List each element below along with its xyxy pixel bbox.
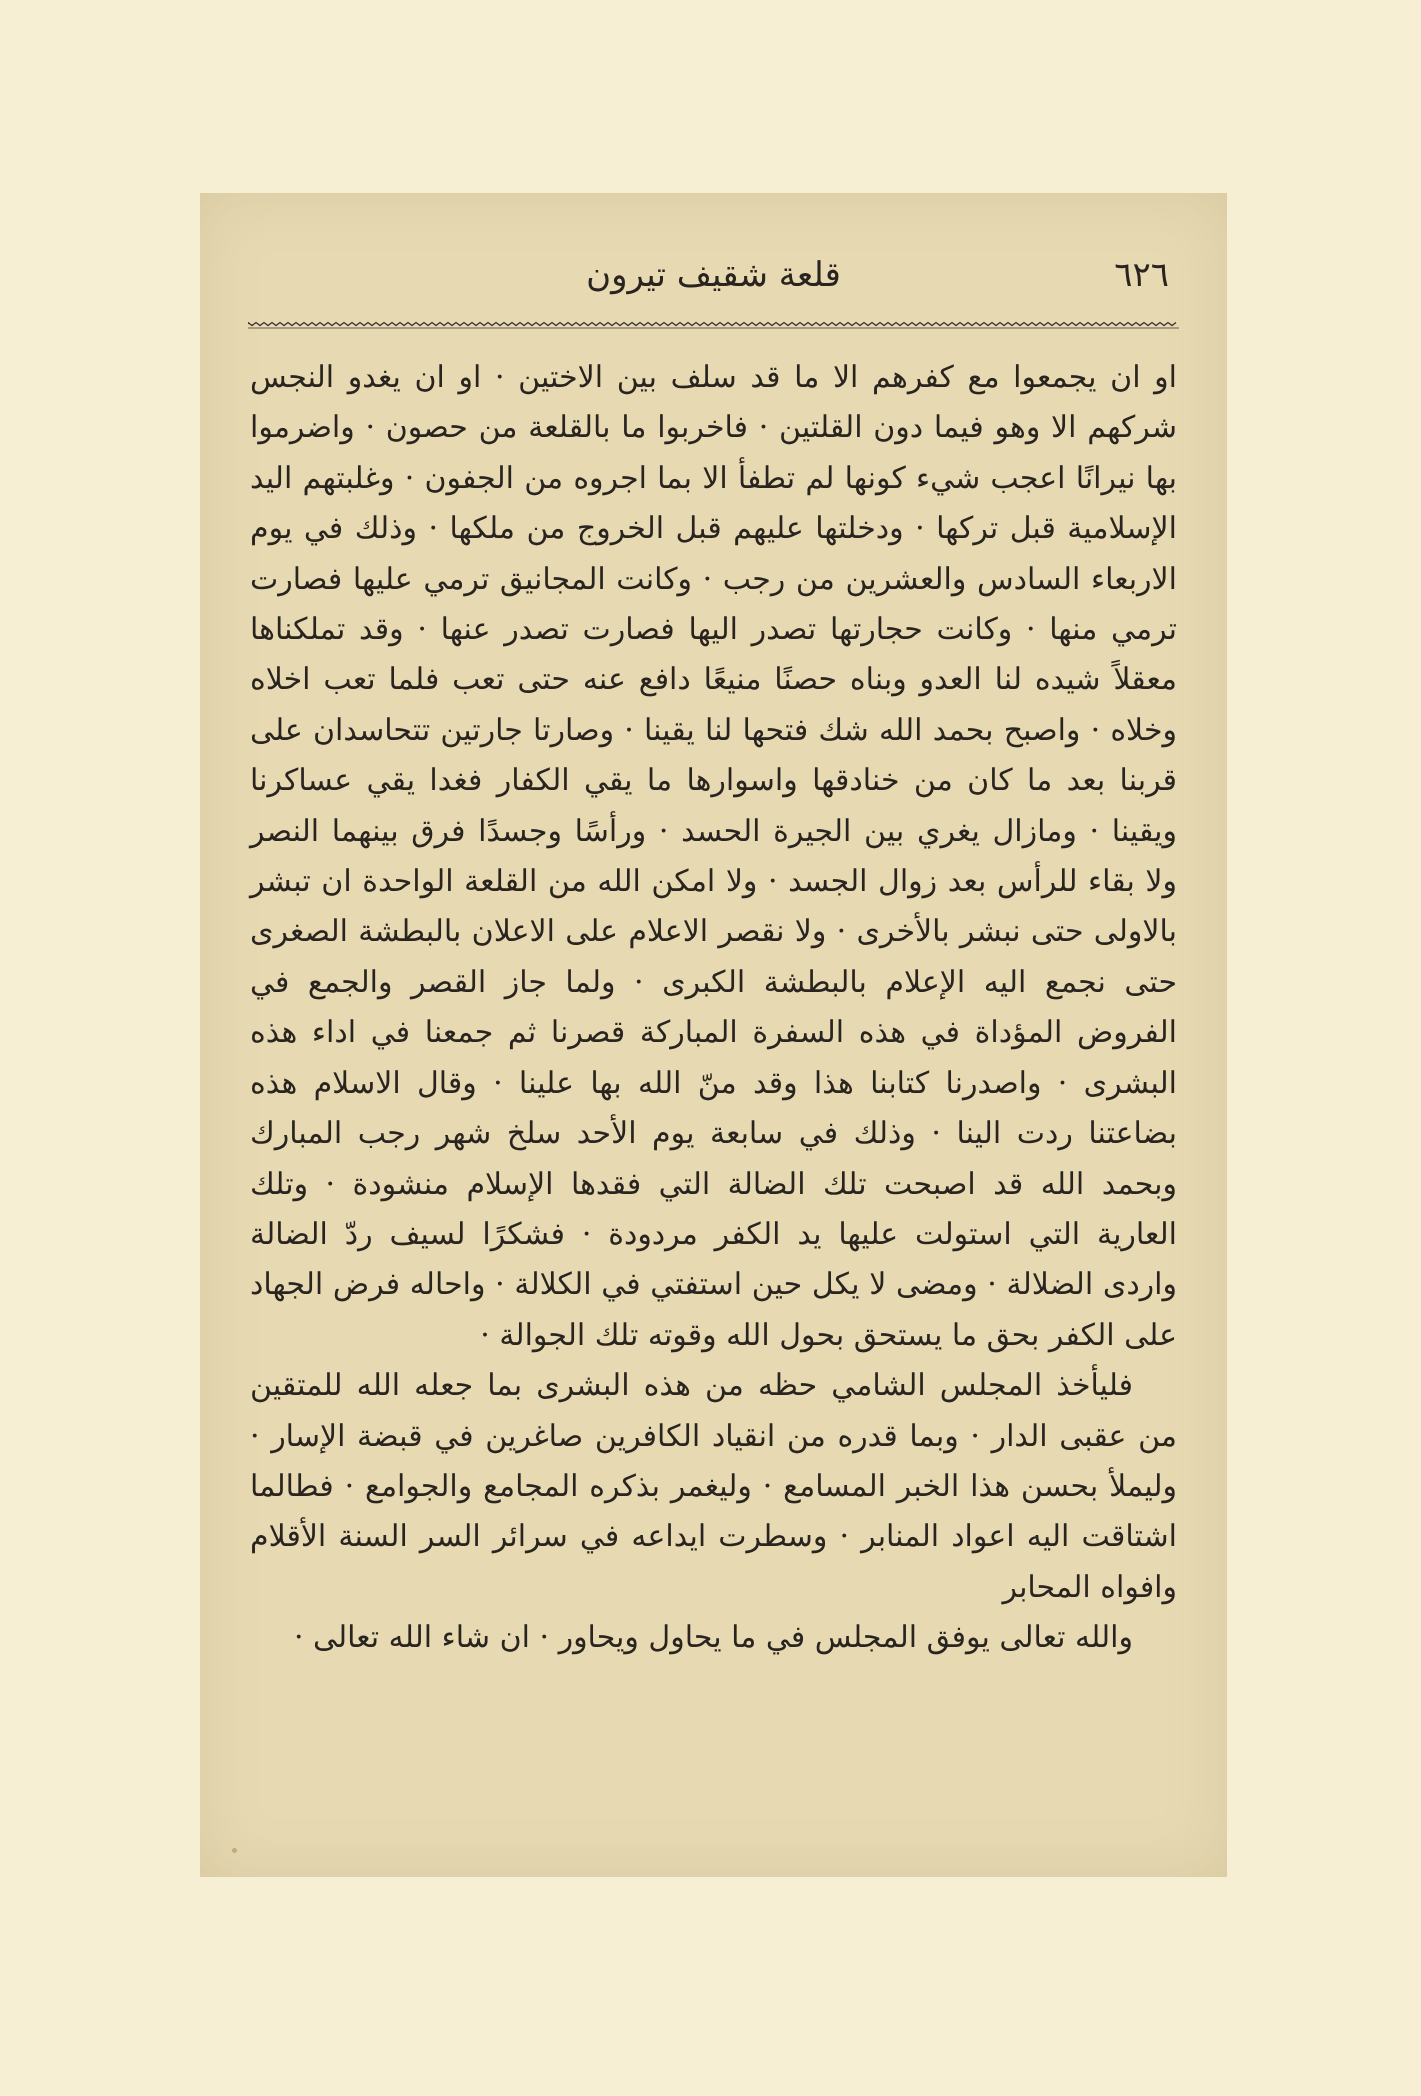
page-number: ٦٢٦ (1114, 255, 1169, 295)
paragraph: او ان يجمعوا مع كفرهم الا ما قد سلف بين الاختين · او ان يغدو النجس شركهم الا وهو فيما دون القلتين · فاخربوا ما بالقلعة من حصون · واضرموا بها نيرانًا اعجب شيء كونها لم تطفأ الا بما اجروه من الجفون · وغلبتهم اليد الإسلامية قبل تركها · ودخلتها عليهم قبل الخروج من ملكها · وذلك في يوم الاربعاء السادس والعشرين من رجب · وكانت المجانيق ترمي عليها فصارت ترمي منها · وكانت حجارتها تصدر اليها فصارت تصدر عنها · وقد تملكناها معقلاً شيده لنا العدو وبناه حصنًا منيعًا دافع عنه حتى تعب فلما تعب اخلاه وخلاه · واصبح بحمد الله شك فتحها لنا يقينا · وصارتا جارتين تتحاسدان على قربنا بعد ما كان من خنادقها واسوارها ما يقي الكفار فغدا يقي عساكرنا ويقينا · ومازال يغري بين الجيرة الحسد · ورأسًا وجسدًا فرق بينهما النصر ولا بقاء للرأس بعد زوال الجسد · ولا امكن الله من القلعة الواحدة ان تبشر بالاولى حتى نبشر بالأخرى · ولا نقصر الاعلام على الاعلان بالبطشة الصغرى حتى نجمع اليه الإعلام بالبطشة الكبرى · ولما جاز القصر والجمع في الفروض المؤداة في هذه السفرة المباركة قصرنا ثم جمعنا في اداء هذه البشرى · واصدرنا كتابنا هذا وقد منّ الله بها علينا · وقال الاسلام هذه بضاعتنا ردت الينا · وذلك في سابعة يوم الأحد سلخ شهر رجب المبارك وبحمد الله قد اصبحت تلك الضالة التي فقدها الإسلام منشودة · وتلك العارية التي استولت عليها يد الكفر مردودة · فشكرًا لسيف ردّ الضالة واردى الضلالة · ومضى لا يكل حين استفتي في الكلالة · واحاله فرض الجهاد على الكفر بحق ما يستحق بحول الله وقوته تلك الجوالة · (250, 360, 1177, 1353)
book-page (200, 193, 1227, 1877)
paper-spot (232, 1848, 237, 1853)
paragraph: فليأخذ المجلس الشامي حظه من هذه البشرى بما جعله الله للمتقين من عقبى الدار · وبما قدره من انقياد الكافرين صاغرين في قبضة الإسار · وليملأ بحسن هذا الخبر المسامع · وليغمر بذكره المجامع والجوامع · فطالما اشتاقت اليه اعواد المنابر · وسطرت ايداعه في سرائر السر السنة الأقلام وافواه المحابر (250, 1368, 1177, 1605)
paragraph: والله تعالى يوفق المجلس في ما يحاول ويحاور · ان شاء الله تعالى · (293, 1620, 1133, 1656)
page-header (258, 255, 1169, 303)
body-text (250, 353, 1177, 1664)
running-title: قلعة شقيف تيرون (586, 255, 841, 295)
decorative-rule (248, 321, 1179, 329)
